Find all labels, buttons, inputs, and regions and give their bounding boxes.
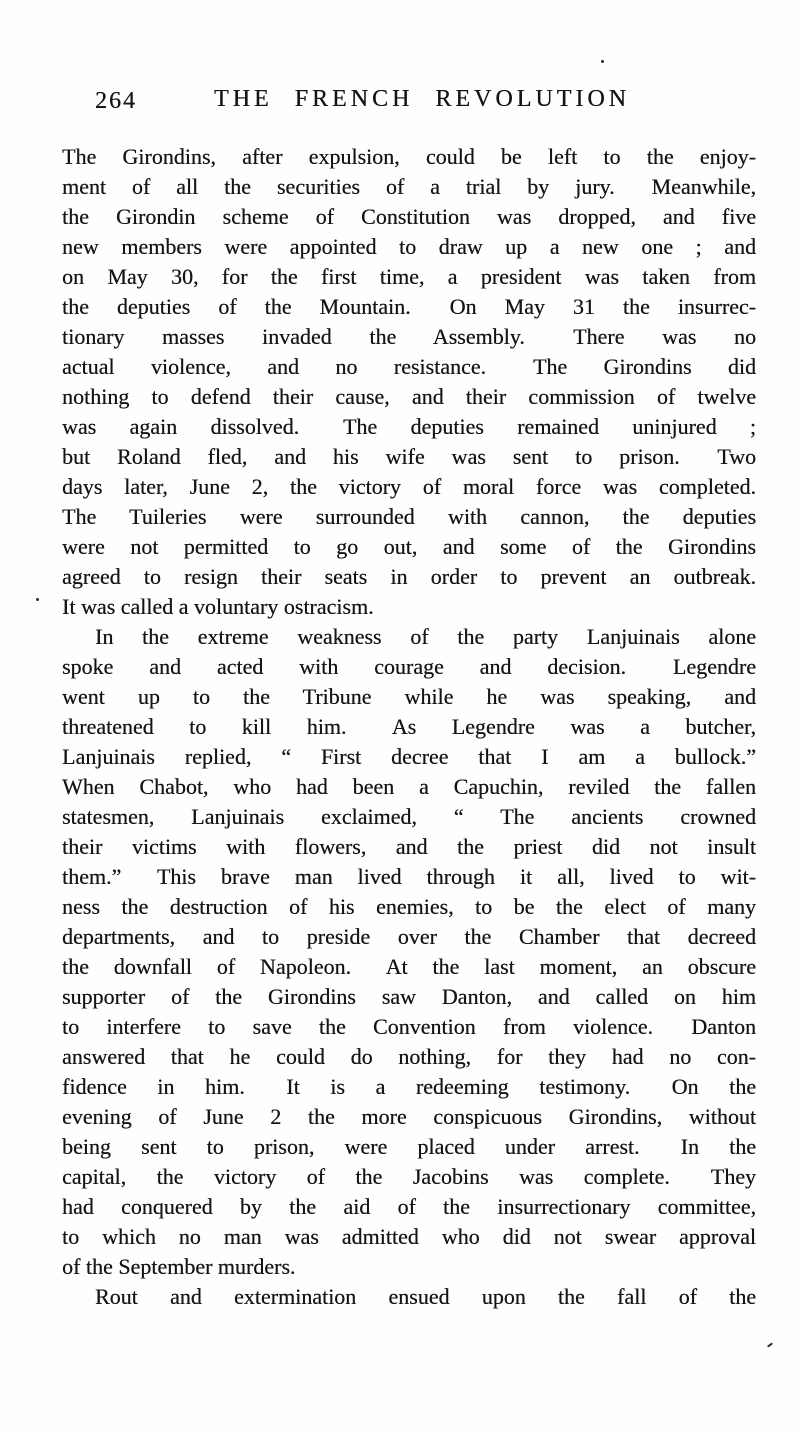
text-line: but Roland fled, and his wife was sent to prison. Two	[62, 444, 756, 469]
text-line: went up to the Tribune while he was speaking, and	[62, 684, 756, 709]
text-line: new members were appointed to draw up a new one ; and	[62, 234, 756, 259]
page-number: 264	[95, 88, 137, 114]
text-line: spoke and acted with courage and decision. Legendre	[62, 654, 756, 679]
text-line: Lanjuinais replied, “ First decree that I am a bullock.”	[62, 744, 756, 769]
text-line: departments, and to preside over the Chamber that decreed	[62, 924, 756, 949]
text-line: to which no man was admitted who did not swear approval	[62, 1224, 756, 1249]
text-line: actual violence, and no resistance. The Girondins did	[62, 354, 756, 379]
running-title: THE FRENCH REVOLUTION	[214, 86, 630, 112]
text-line: It was called a voluntary ostracism.	[62, 594, 374, 619]
text-line: answered that he could do nothing, for they had no con-	[62, 1044, 756, 1069]
scan-speck	[601, 60, 604, 63]
text-line: fidence in him. It is a redeeming testimony. On the	[62, 1074, 756, 1099]
text-line: to interfere to save the Convention from violence. Danton	[62, 1014, 756, 1039]
text-line: of the September murders.	[62, 1254, 296, 1279]
text-line: were not permitted to go out, and some of the Girondins	[62, 534, 756, 559]
text-line: nothing to defend their cause, and their commission of twelve	[62, 384, 756, 409]
text-line: tionary masses invaded the Assembly. There was no	[62, 324, 756, 349]
text-line: ness the destruction of his enemies, to be the elect of many	[62, 894, 756, 919]
text-line: threatened to kill him. As Legendre was a butcher,	[62, 714, 756, 739]
text-line: was again dissolved. The deputies remained uninjured ;	[62, 414, 756, 439]
scan-speck	[767, 1342, 773, 1347]
text-line: on May 30, for the first time, a president was taken from	[62, 264, 756, 289]
text-line: The Girondins, after expulsion, could be left to the enjoy-	[62, 144, 756, 169]
text-line: capital, the victory of the Jacobins was complete. They	[62, 1164, 756, 1189]
text-line: being sent to prison, were placed under arrest. In the	[62, 1134, 756, 1159]
text-line: In the extreme weakness of the party Lanjuinais alone	[95, 624, 756, 649]
text-line: agreed to resign their seats in order to prevent an outbreak.	[62, 564, 756, 589]
text-line: evening of June 2 the more conspicuous Girondins, without	[62, 1104, 756, 1129]
text-line: Rout and extermination ensued upon the fall of the	[95, 1284, 756, 1309]
text-line: had conquered by the aid of the insurrectionary committee,	[62, 1194, 756, 1219]
text-line: their victims with flowers, and the priest did not insult	[62, 834, 756, 859]
scan-speck	[36, 598, 39, 601]
text-line: ment of all the securities of a trial by jury. Meanwhile,	[62, 174, 756, 199]
text-line: days later, June 2, the victory of moral force was completed.	[62, 474, 756, 499]
text-line: statesmen, Lanjuinais exclaimed, “ The ancients crowned	[62, 804, 756, 829]
text-line: them.” This brave man lived through it all, lived to wit-	[62, 864, 756, 889]
text-line: the downfall of Napoleon. At the last moment, an obscure	[62, 954, 756, 979]
text-line: the deputies of the Mountain. On May 31 the insurrec-	[62, 294, 756, 319]
text-line: supporter of the Girondins saw Danton, and called on him	[62, 984, 756, 1009]
text-line: the Girondin scheme of Constitution was dropped, and five	[62, 204, 756, 229]
text-line: When Chabot, who had been a Capuchin, reviled the fallen	[62, 774, 756, 799]
text-line: The Tuileries were surrounded with cannon, the deputies	[62, 504, 756, 529]
page-body	[62, 142, 756, 1312]
page-header	[62, 86, 756, 118]
